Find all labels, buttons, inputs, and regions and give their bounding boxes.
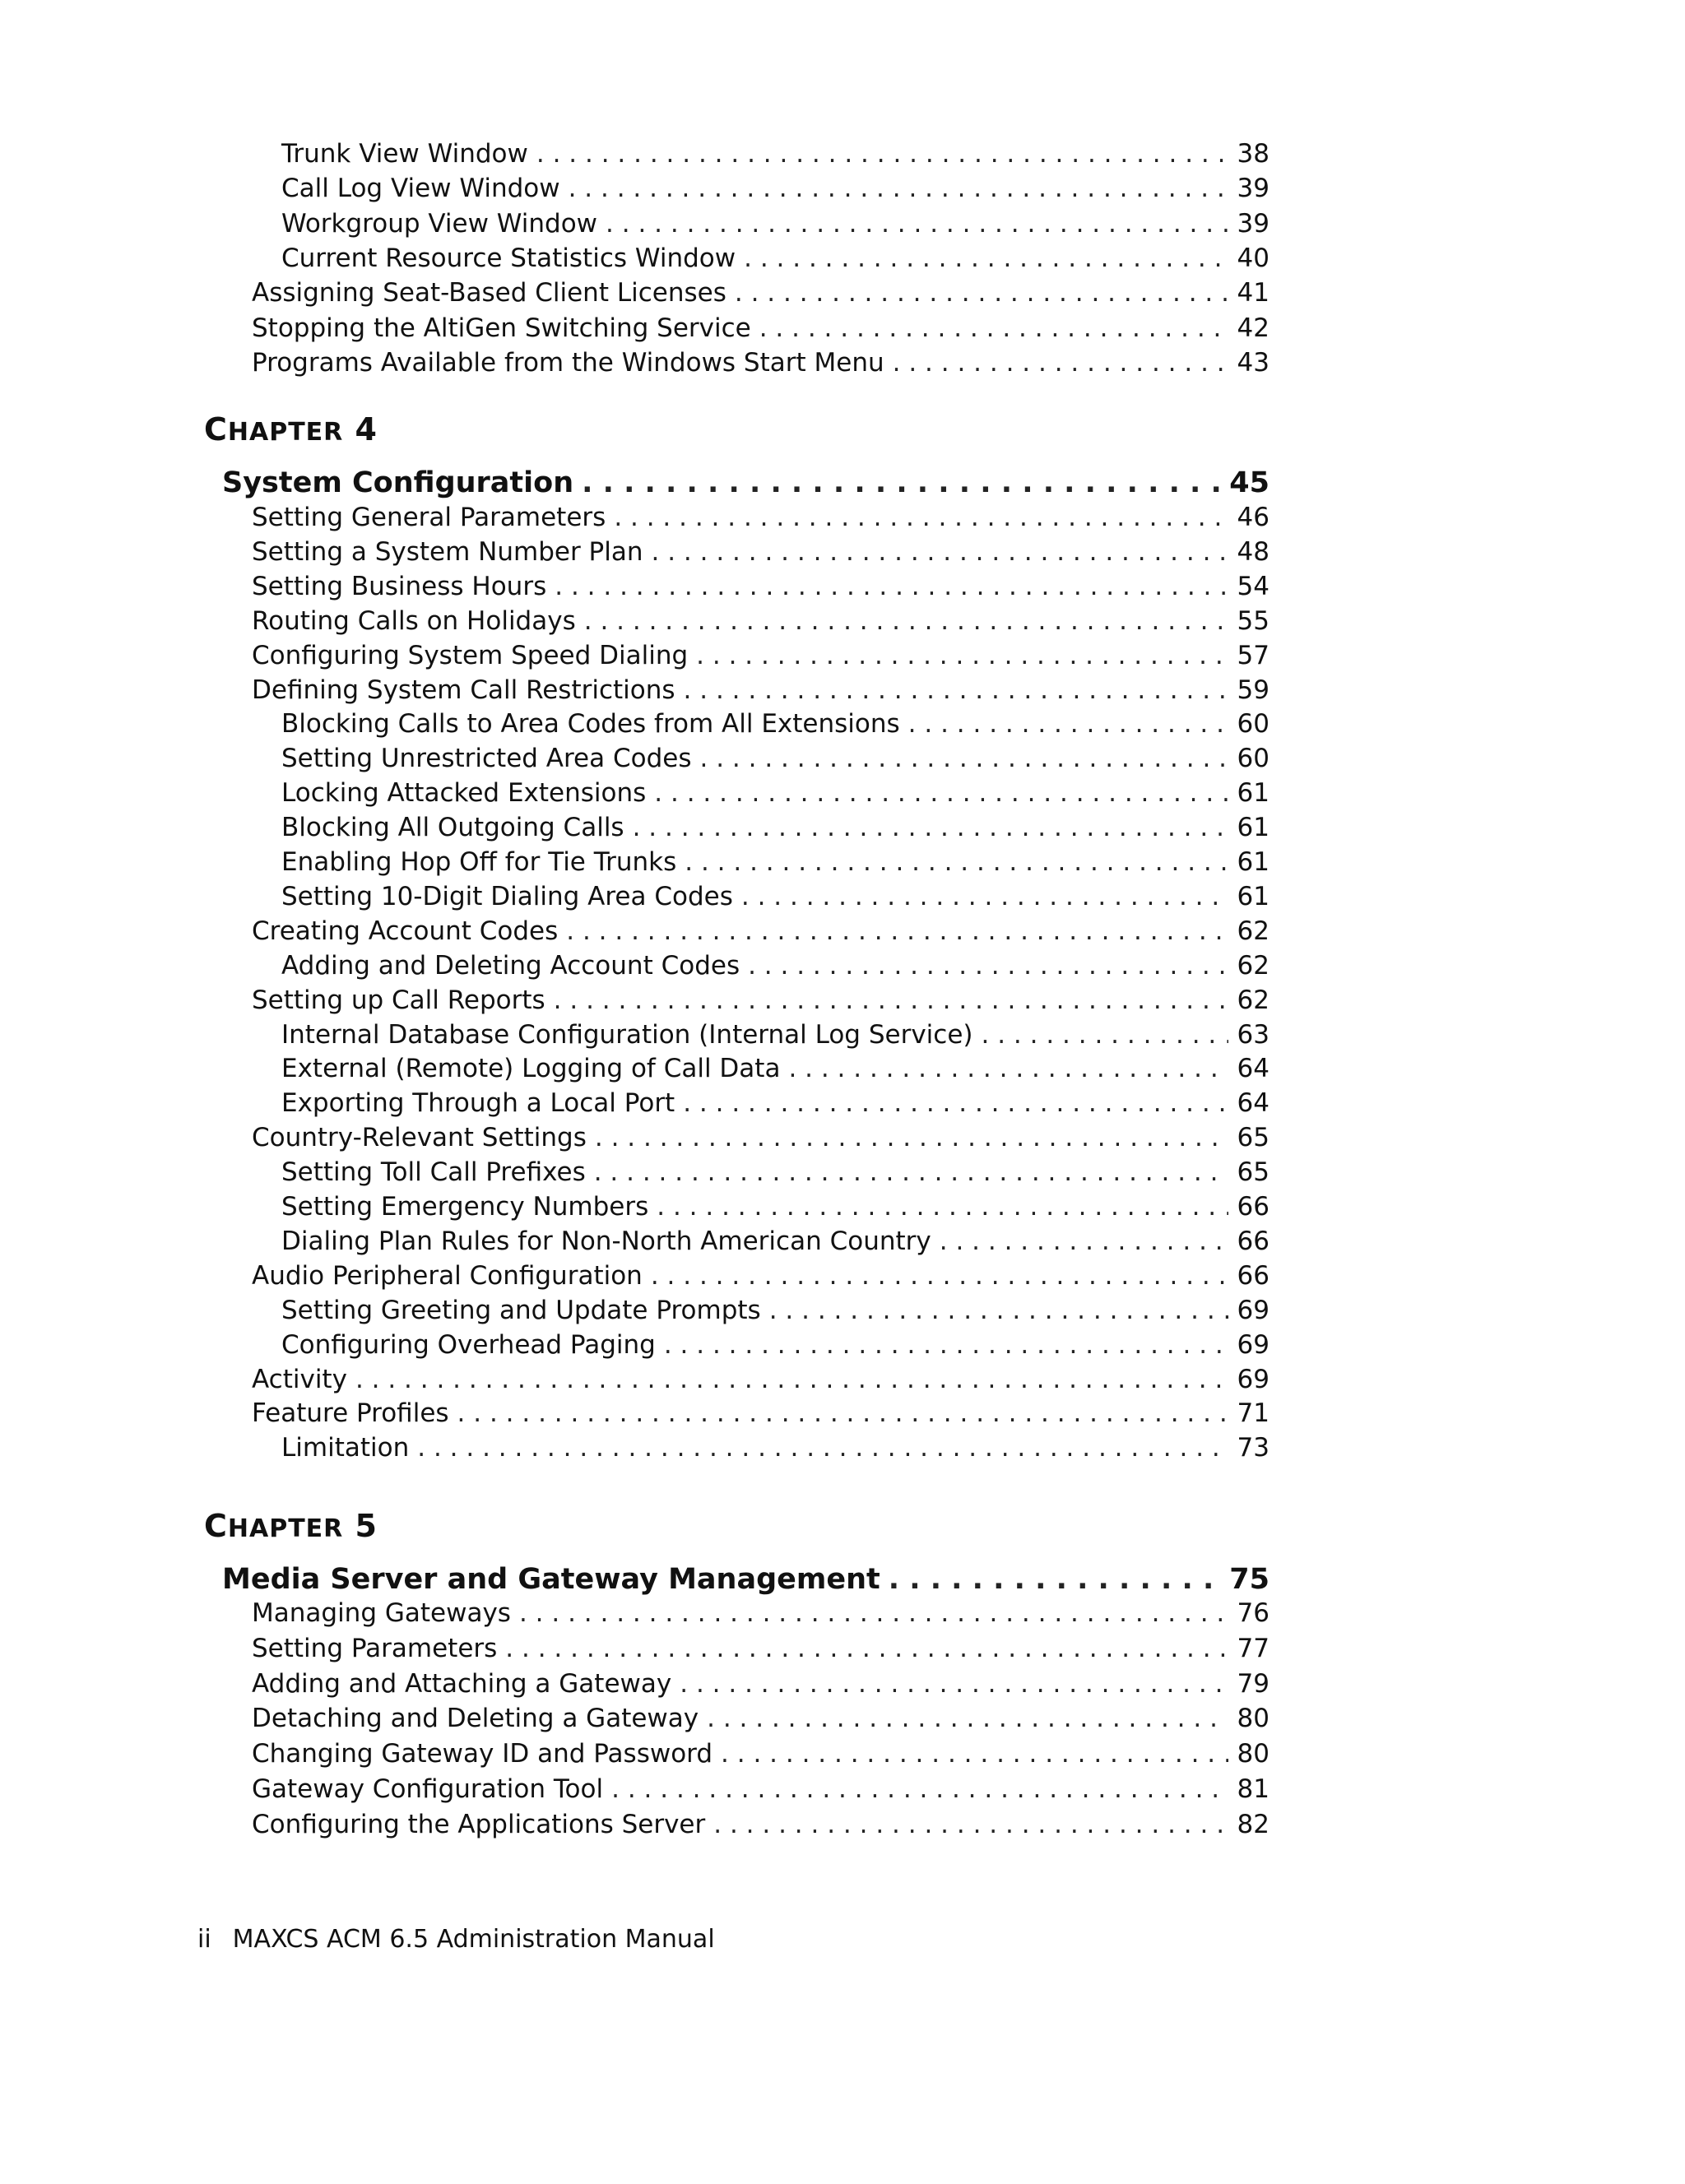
- toc-entry-title: Setting a System Number Plan: [252, 536, 643, 567]
- toc-entry[interactable]: [281, 1430, 1270, 1465]
- toc-entry[interactable]: [252, 569, 1270, 604]
- dot-leader: [606, 206, 1228, 241]
- toc-entry[interactable]: [281, 707, 1270, 741]
- toc-entry[interactable]: [281, 1051, 1270, 1086]
- dot-leader: [582, 463, 1221, 503]
- dot-leader: [707, 1701, 1228, 1736]
- toc-entry[interactable]: [252, 1772, 1270, 1806]
- dot-leader: [654, 776, 1228, 810]
- toc-entry[interactable]: [281, 879, 1270, 914]
- toc-entry-page: 61: [1237, 881, 1270, 911]
- toc-entry-title: Routing Calls on Holidays: [252, 605, 576, 636]
- toc-entry-title: External (Remote) Logging of Call Data: [281, 1054, 781, 1084]
- dot-leader: [680, 1667, 1228, 1701]
- toc-entry-page: 60: [1237, 709, 1270, 740]
- dot-leader: [748, 948, 1228, 983]
- toc-entry-page: 59: [1237, 675, 1270, 705]
- toc-entry-page: 73: [1237, 1433, 1270, 1463]
- toc-entry[interactable]: [281, 1189, 1270, 1224]
- toc-entry[interactable]: [281, 1018, 1270, 1052]
- toc-entry-title: Country-Relevant Settings: [252, 1123, 587, 1153]
- toc-entry-title: Exporting Through a Local Port: [281, 1088, 675, 1119]
- toc-entry-page: 69: [1237, 1364, 1270, 1394]
- toc-entry-title: Call Log View Window: [281, 174, 560, 204]
- chapter-5-label: CHAPTER 5: [204, 1508, 378, 1544]
- dot-leader: [769, 1293, 1228, 1328]
- toc-entry-title: Internal Database Configuration (Internal Log Service): [281, 1019, 973, 1050]
- toc-entry-page: 39: [1237, 208, 1270, 239]
- page-number: 75: [1229, 1563, 1270, 1596]
- toc-entry-page: 62: [1237, 916, 1270, 946]
- dot-leader: [536, 137, 1228, 171]
- toc-entry-title: Adding and Attaching a Gateway: [252, 1668, 672, 1699]
- toc-entry-title: Stopping the AltiGen Switching Service: [252, 313, 751, 343]
- toc-entry-page: 61: [1237, 847, 1270, 877]
- chapter-4-label: CHAPTER 4: [204, 411, 378, 447]
- dot-leader: [594, 1155, 1228, 1189]
- dot-leader: [566, 914, 1228, 948]
- chapter-4-title-entry[interactable]: [222, 463, 1270, 503]
- toc-entry[interactable]: [252, 1259, 1270, 1293]
- toc-entry-title: Adding and Deleting Account Codes: [281, 950, 740, 981]
- toc-entry-title: Configuring System Speed Dialing: [252, 640, 689, 670]
- toc-entry[interactable]: [281, 206, 1270, 241]
- toc-entry-title: Blocking All Outgoing Calls: [281, 813, 624, 843]
- toc-entry[interactable]: [252, 276, 1270, 310]
- toc-entry-title: Setting Parameters: [252, 1633, 498, 1663]
- toc-entry[interactable]: [281, 741, 1270, 776]
- toc-entry[interactable]: [252, 500, 1270, 535]
- dot-leader: [554, 983, 1228, 1018]
- toc-entry-title: Limitation: [281, 1433, 410, 1463]
- toc-entry-title: Activity: [252, 1364, 347, 1394]
- toc-entry-page: 54: [1237, 571, 1270, 601]
- toc-entry[interactable]: [252, 604, 1270, 638]
- toc-entry-page: 40: [1237, 243, 1270, 273]
- toc-entry-title: Enabling Hop Off for Tie Trunks: [281, 847, 677, 877]
- toc-entry[interactable]: [252, 311, 1270, 345]
- dot-leader: [685, 845, 1228, 879]
- toc-entry[interactable]: [252, 1396, 1270, 1430]
- toc-entry-title: Setting Emergency Numbers: [281, 1192, 649, 1222]
- toc-entry-page: 66: [1237, 1192, 1270, 1222]
- dot-leader: [611, 1772, 1228, 1806]
- toc-entry[interactable]: [281, 1328, 1270, 1362]
- page-footer: [197, 1923, 715, 1956]
- toc-entry[interactable]: [281, 776, 1270, 810]
- toc-entry-title: Configuring Overhead Paging: [281, 1329, 656, 1360]
- toc-entry-page: 39: [1237, 174, 1270, 204]
- toc-entry-page: 62: [1237, 985, 1270, 1015]
- toc-entry[interactable]: [252, 1701, 1270, 1736]
- dot-leader: [664, 1328, 1228, 1362]
- toc-entry-title: Programs Available from the Windows Start Menu: [252, 347, 884, 378]
- toc-entry-title: Detaching and Deleting a Gateway: [252, 1704, 699, 1734]
- toc-entry-title: Trunk View Window: [281, 139, 528, 169]
- toc-entry[interactable]: [281, 1224, 1270, 1259]
- dot-leader: [355, 1362, 1228, 1397]
- dot-leader: [788, 1051, 1228, 1086]
- toc-entry-page: 65: [1237, 1157, 1270, 1188]
- toc-entry-page: 38: [1237, 139, 1270, 169]
- dot-leader: [684, 673, 1228, 707]
- dot-leader: [744, 241, 1228, 276]
- toc-entry[interactable]: [252, 1362, 1270, 1397]
- toc-entry-title: Dialing Plan Rules for Non-North American Country: [281, 1226, 931, 1256]
- toc-entry-page: 64: [1237, 1054, 1270, 1084]
- toc-entry-page: 64: [1237, 1088, 1270, 1119]
- dot-leader: [595, 1120, 1228, 1155]
- toc-entry-title: Feature Profiles: [252, 1398, 449, 1429]
- dot-leader: [519, 1596, 1228, 1630]
- toc-entry-page: 42: [1237, 313, 1270, 343]
- toc-entry-page: 61: [1237, 813, 1270, 843]
- toc-entry-page: 80: [1237, 1704, 1270, 1734]
- dot-leader: [893, 345, 1228, 380]
- toc-entry[interactable]: [252, 1631, 1270, 1666]
- toc-entry-title: Setting Unrestricted Area Codes: [281, 744, 692, 774]
- toc-entry-page: 48: [1237, 536, 1270, 567]
- dot-leader: [889, 1560, 1222, 1599]
- toc-entry-title: Setting Toll Call Prefixes: [281, 1157, 586, 1188]
- toc-entry[interactable]: [281, 1086, 1270, 1120]
- toc-entry-title: Blocking Calls to Area Codes from All Extensions: [281, 709, 900, 740]
- toc-entry-title: Audio Peripheral Configuration: [252, 1260, 643, 1291]
- toc-entry[interactable]: [252, 345, 1270, 380]
- dot-leader: [759, 311, 1228, 345]
- toc-entry[interactable]: [281, 137, 1270, 171]
- toc-entry-title: Managing Gateways: [252, 1598, 511, 1628]
- toc-entry-page: 66: [1237, 1260, 1270, 1291]
- toc-entry-page: 69: [1237, 1329, 1270, 1360]
- dot-leader: [652, 535, 1229, 569]
- dot-leader: [700, 741, 1229, 776]
- dot-leader: [735, 276, 1228, 310]
- toc-entry-title: Setting up Call Reports: [252, 985, 545, 1015]
- toc-entry-page: 57: [1237, 640, 1270, 670]
- dot-leader: [457, 1396, 1228, 1430]
- toc-entry[interactable]: [252, 638, 1270, 673]
- dot-leader: [505, 1631, 1228, 1666]
- toc-entry-title: Defining System Call Restrictions: [252, 675, 675, 705]
- dot-leader: [982, 1018, 1229, 1052]
- footer-manual-title: MAXCS ACM 6.5 Administration Manual: [232, 1925, 715, 1954]
- toc-entry[interactable]: [281, 1155, 1270, 1189]
- toc-entry-page: 69: [1237, 1295, 1270, 1325]
- toc-entry-page: 80: [1237, 1739, 1270, 1769]
- toc-entry-title: Setting 10-Digit Dialing Area Codes: [281, 881, 733, 911]
- toc-entry-page: 61: [1237, 778, 1270, 809]
- toc-entry-title: Creating Account Codes: [252, 916, 559, 946]
- dot-leader: [908, 707, 1228, 741]
- toc-entry[interactable]: [281, 948, 1270, 983]
- chapter-5-title-entry[interactable]: [222, 1560, 1270, 1599]
- toc-entry[interactable]: [252, 914, 1270, 948]
- toc-entry[interactable]: [252, 1737, 1270, 1771]
- toc-entry-page: 79: [1237, 1668, 1270, 1699]
- dot-leader: [741, 879, 1228, 914]
- toc-entry-page: 60: [1237, 744, 1270, 774]
- toc-entry[interactable]: [281, 171, 1270, 206]
- toc-entry[interactable]: [252, 1596, 1270, 1630]
- chapter-title: System Configuration: [222, 466, 574, 499]
- footer-page-number: ii: [197, 1925, 211, 1954]
- toc-entry-title: Gateway Configuration Tool: [252, 1774, 604, 1804]
- toc-entry-title: Configuring the Applications Server: [252, 1809, 706, 1839]
- dot-leader: [614, 500, 1228, 535]
- toc-entry-page: 65: [1237, 1123, 1270, 1153]
- toc-entry-title: Setting Business Hours: [252, 571, 547, 601]
- toc-entry-title: Changing Gateway ID and Password: [252, 1739, 713, 1769]
- toc-entry[interactable]: [252, 535, 1270, 569]
- toc-entry-title: Setting General Parameters: [252, 503, 606, 532]
- dot-leader: [713, 1807, 1228, 1842]
- dot-leader: [651, 1259, 1228, 1293]
- toc-entry-page: 76: [1237, 1598, 1270, 1628]
- chapter-title: Media Server and Gateway Management: [222, 1563, 880, 1596]
- toc-entry-title: Workgroup View Window: [281, 208, 598, 239]
- dot-leader: [657, 1189, 1228, 1224]
- toc-entry[interactable]: [252, 1120, 1270, 1155]
- toc-entry[interactable]: [281, 241, 1270, 276]
- toc-entry-page: 71: [1237, 1398, 1270, 1429]
- toc-entry-page: 66: [1237, 1226, 1270, 1256]
- dot-leader: [633, 810, 1228, 845]
- toc-entry-page: 81: [1237, 1774, 1270, 1804]
- dot-leader: [721, 1737, 1228, 1771]
- toc-entry-page: 82: [1237, 1809, 1270, 1839]
- toc-entry[interactable]: [252, 673, 1270, 707]
- toc-entry-page: 46: [1237, 503, 1270, 532]
- toc-entry-title: Locking Attacked Extensions: [281, 778, 647, 809]
- toc-entry-page: 55: [1237, 605, 1270, 636]
- toc-entry-title: Assigning Seat-Based Client Licenses: [252, 278, 726, 308]
- toc-entry-page: 62: [1237, 950, 1270, 981]
- toc-entry[interactable]: [281, 810, 1270, 845]
- toc-entry[interactable]: [252, 983, 1270, 1018]
- dot-leader: [696, 638, 1228, 673]
- toc-entry[interactable]: [281, 845, 1270, 879]
- toc-entry-page: 43: [1237, 347, 1270, 378]
- toc-entry-page: 63: [1237, 1019, 1270, 1050]
- toc-entry-title: Current Resource Statistics Window: [281, 243, 736, 273]
- toc-entry[interactable]: [252, 1667, 1270, 1701]
- toc-entry[interactable]: [281, 1293, 1270, 1328]
- dot-leader: [417, 1430, 1228, 1465]
- dot-leader: [555, 569, 1228, 604]
- dot-leader: [683, 1086, 1228, 1120]
- dot-leader: [569, 171, 1228, 206]
- toc-entry-page: 41: [1237, 278, 1270, 308]
- dot-leader: [584, 604, 1228, 638]
- toc-entry-page: 77: [1237, 1633, 1270, 1663]
- toc-entry-title: Setting Greeting and Update Prompts: [281, 1295, 761, 1325]
- page-number: 45: [1229, 466, 1270, 499]
- dot-leader: [940, 1224, 1228, 1259]
- toc-entry[interactable]: [252, 1807, 1270, 1842]
